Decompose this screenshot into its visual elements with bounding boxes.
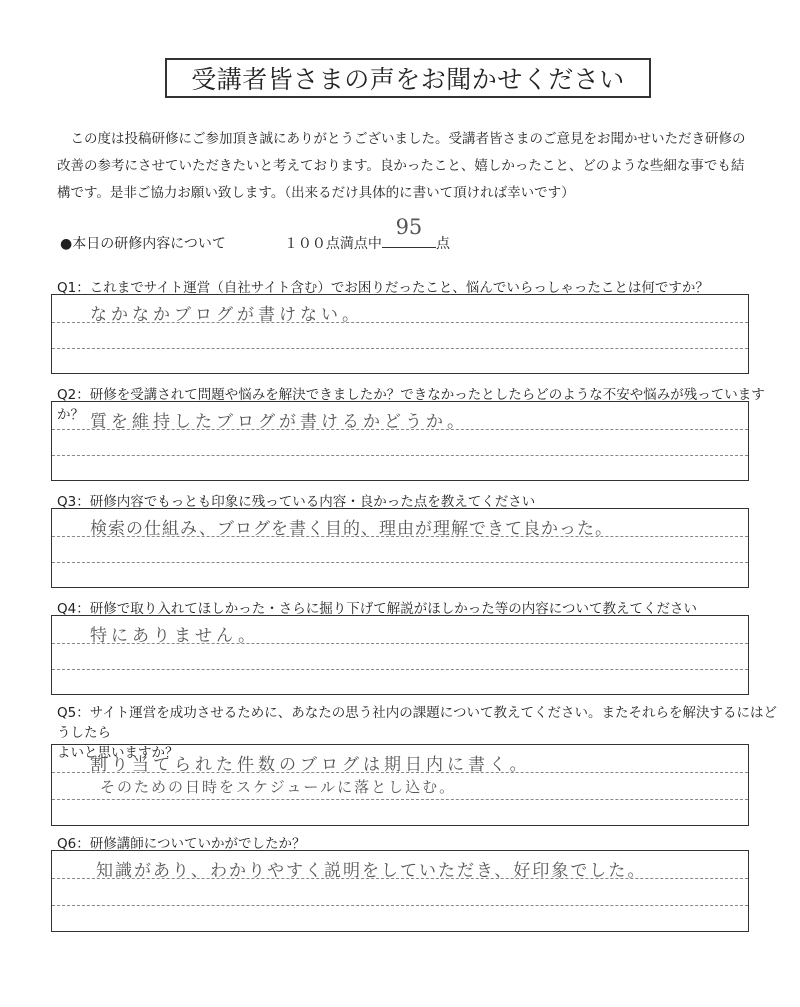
answer-box-5[interactable] bbox=[51, 744, 749, 826]
question-2: Q2：研修を受講されて問題や悩みを解決できましたか？できなかったとしたらどのような不安や悩みが残っていますか？ bbox=[57, 387, 765, 423]
question-3: Q3：研修内容でもっとも印象に残っている内容・良かった点を教えてください bbox=[57, 494, 536, 510]
question-4: Q4：研修で取り入れてほしかった・さらに掘り下げて解説がほしかった等の内容について教えてください bbox=[57, 601, 697, 617]
answer-box-3[interactable] bbox=[51, 508, 749, 588]
score-unit: 点 bbox=[435, 236, 450, 252]
answer-5-text-line-2: そのための日時をスケジュールに落とし込む。 bbox=[100, 778, 457, 796]
answer-5-text-line-1: 割り当てられた件数のブログは期日内に書く。 bbox=[90, 755, 531, 775]
question-5-line-1: Q5：サイト運営を成功させるために、あなたの思う社内の課題について教えてください。またそれらを解決するにはどうしたら bbox=[57, 705, 777, 741]
score-max: １００点満点中 bbox=[283, 236, 382, 252]
answer-box-1[interactable] bbox=[51, 294, 749, 374]
score-value: 95 bbox=[395, 215, 423, 239]
intro-text: この度は投稿研修にご参加頂き誠にありがとうございました。受講者皆さまのご意見をお聞かせいただき研修の改善の参考にさせていただきたいと考えております。良かったこと、嬉しかったこと、どのような些細な事でも結構です。是非ご協力お願い致します。（出来るだけ具体的に書いて頂ければ幸いです） bbox=[57, 131, 746, 201]
question-1: Q1：これまでサイト運営（自社サイト含む）でお困りだったこと、悩んでいらっしゃったことは何ですか？ bbox=[57, 280, 709, 296]
question-5-line-2: よいと思いますか？ bbox=[57, 745, 179, 761]
score-blank[interactable] bbox=[382, 215, 436, 248]
answer-4-text: 特にありません。 bbox=[90, 626, 260, 646]
score-label: ●本日の研修内容について bbox=[60, 236, 226, 252]
answer-box-2[interactable] bbox=[51, 401, 749, 481]
answer-box-6[interactable] bbox=[51, 850, 749, 932]
question-6: Q6：研修講師についていかがでしたか？ bbox=[57, 836, 306, 852]
answer-1-text: なかなかブログが書けない。 bbox=[90, 305, 363, 325]
page-title: 受講者皆さまの声をお聞かせください bbox=[165, 58, 651, 98]
answer-3-text: 検索の仕組み、ブログを書く目的、理由が理解できて良かった。 bbox=[90, 519, 614, 539]
answer-6-text: 知識があり、わかりやすく説明をしていただき、好印象でした。 bbox=[96, 861, 647, 881]
score-row bbox=[60, 215, 450, 253]
answer-box-4[interactable] bbox=[51, 615, 749, 695]
answer-2-text: 質を維持したブログが書けるかどうか。 bbox=[90, 412, 468, 432]
